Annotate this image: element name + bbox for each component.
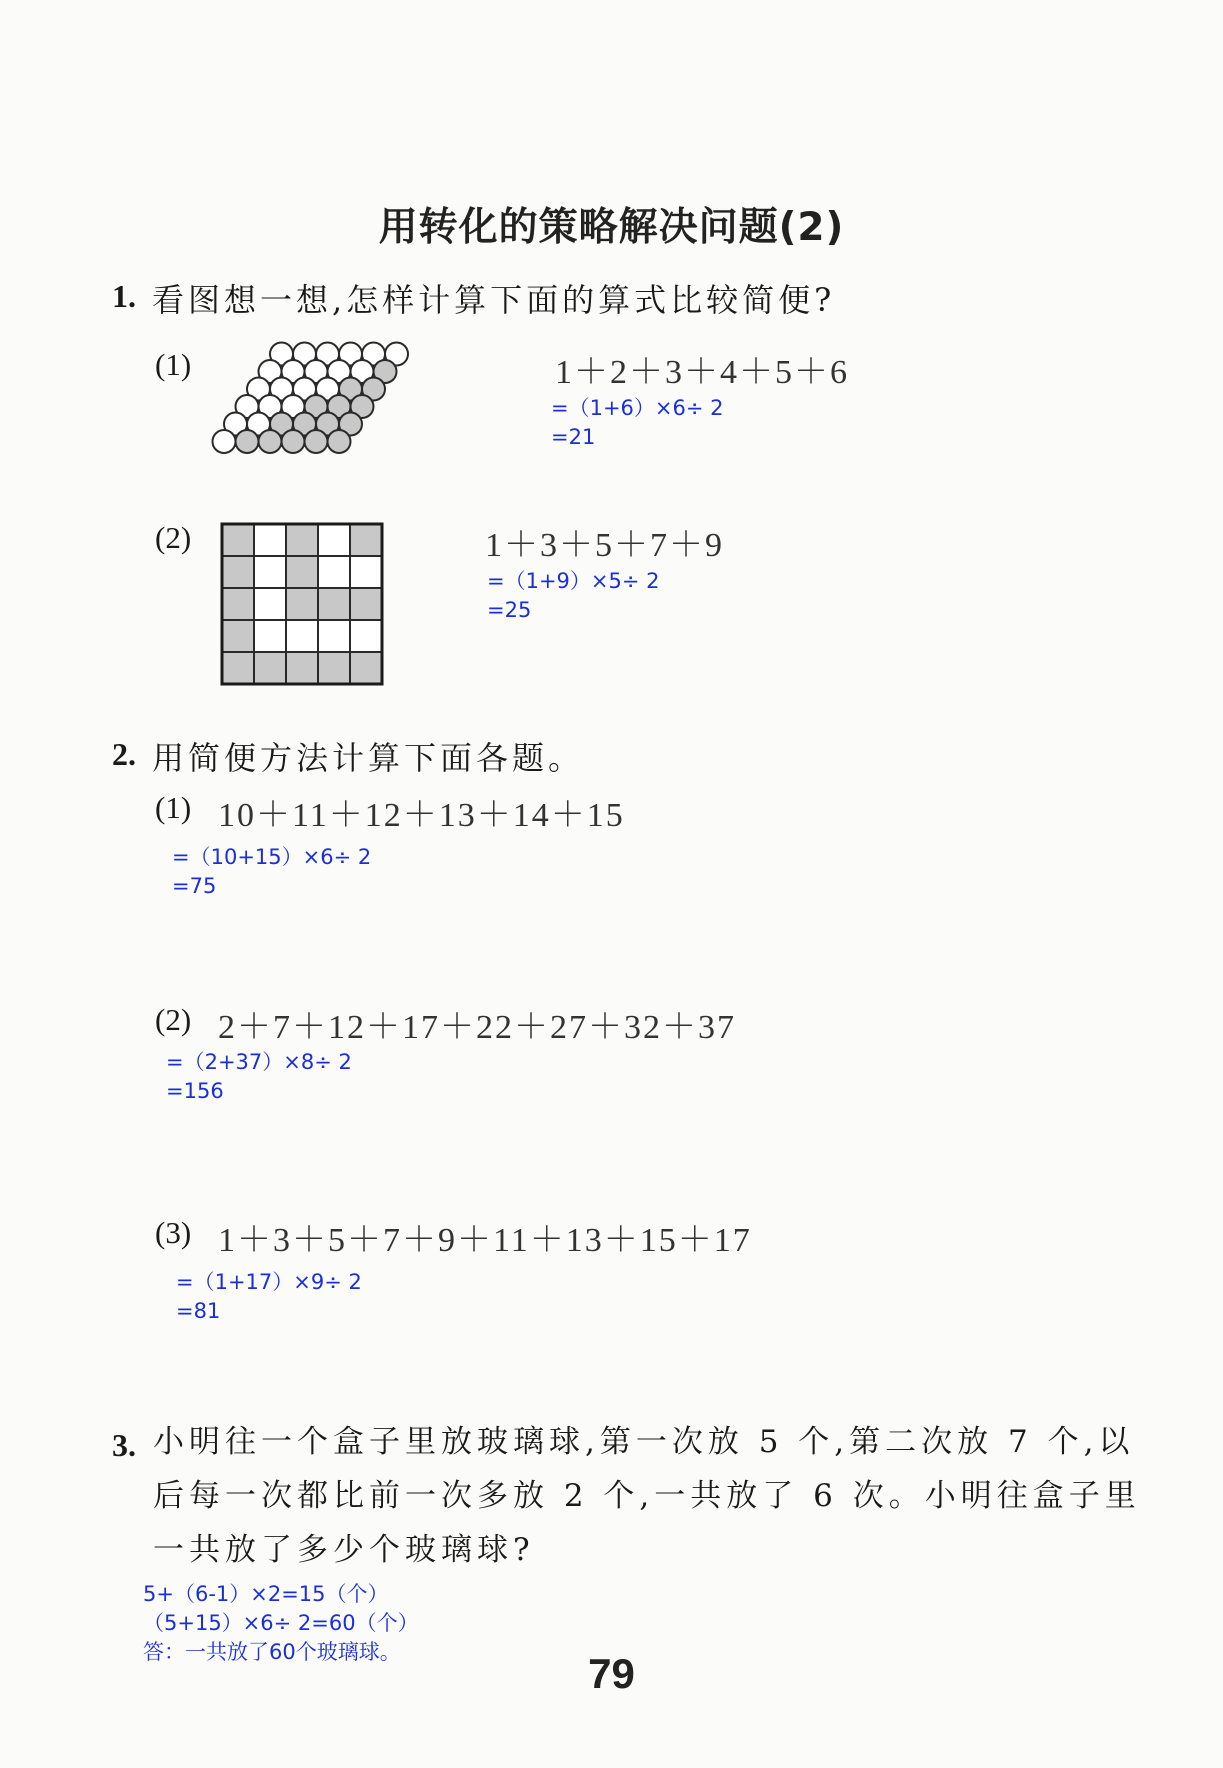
q2-number: 2. — [112, 736, 136, 772]
grid-cell — [350, 620, 382, 652]
q2-item3-expression: 1＋3＋5＋7＋9＋11＋13＋15＋17 — [218, 1222, 752, 1259]
grid-cell — [318, 524, 350, 556]
q2-item1-answer-line2: =75 — [172, 874, 217, 898]
grid-cell — [318, 652, 350, 684]
q3-answer-line2: （5+15）×6÷ 2=60（个） — [143, 1611, 419, 1635]
q3-line3: 一共放了多少个玻璃球? — [153, 1532, 535, 1568]
grid-cell — [350, 556, 382, 588]
figure-circle — [259, 430, 282, 453]
figure-circle — [305, 430, 328, 453]
grid-cell — [318, 588, 350, 620]
q1-part1-answer-line2: =21 — [551, 425, 596, 449]
q2-item3-answer-line2: =81 — [176, 1299, 221, 1323]
q1-part2-answer-line1: =（1+9）×5÷ 2 — [487, 569, 660, 593]
grid-cell — [254, 652, 286, 684]
grid-cell — [318, 620, 350, 652]
page-title: 用转化的策略解决问题(2) — [378, 205, 845, 250]
q2-item2-answer-line1: =（2+37）×8÷ 2 — [166, 1050, 352, 1074]
grid-cell — [222, 620, 254, 652]
grid-cell — [286, 652, 318, 684]
q2-item2-answer-line2: =156 — [166, 1079, 224, 1103]
shaded-square-grid-figure — [218, 520, 388, 690]
q1-part1-expression: 1＋2＋3＋4＋5＋6 — [555, 354, 849, 391]
grid-cell — [350, 588, 382, 620]
grid-cell — [222, 588, 254, 620]
grid-cell — [286, 588, 318, 620]
grid-cell — [350, 524, 382, 556]
q3-answer-line3: 答：一共放了60个玻璃球。 — [143, 1640, 401, 1664]
q2-item3-label: (3) — [155, 1215, 192, 1250]
figure-circle — [328, 430, 351, 453]
q1-part1-answer-line1: =（1+6）×6÷ 2 — [551, 396, 724, 420]
grid-cell — [222, 524, 254, 556]
grid-cell — [318, 556, 350, 588]
q2-item2-label: (2) — [155, 1002, 192, 1037]
q1-part1-label: (1) — [155, 347, 192, 382]
q2-item1-answer-line1: =（10+15）×6÷ 2 — [172, 845, 372, 869]
grid-cell — [222, 652, 254, 684]
q3-line1: 小明往一个盒子里放玻璃球,第一次放 5 个,第二次放 7 个,以 — [153, 1424, 1135, 1460]
q3-number: 3. — [112, 1427, 136, 1463]
grid-cell — [254, 524, 286, 556]
q1-number: 1. — [112, 278, 136, 314]
q1-text: 看图想一想,怎样计算下面的算式比较简便? — [152, 281, 836, 319]
q1-part2-answer-line2: =25 — [487, 598, 532, 622]
grid-cell — [286, 524, 318, 556]
grid-cell — [254, 620, 286, 652]
q2-item3-answer-line1: =（1+17）×9÷ 2 — [176, 1270, 362, 1294]
q3-answer-line1: 5+（6-1）×2=15（个） — [143, 1582, 389, 1606]
grid-cell — [286, 620, 318, 652]
q1-part2-expression: 1＋3＋5＋7＋9 — [485, 527, 724, 564]
q2-item1-label: (1) — [155, 790, 192, 825]
grid-cell — [286, 556, 318, 588]
figure-circle — [282, 430, 305, 453]
grid-cell — [350, 652, 382, 684]
q3-line2: 后每一次都比前一次多放 2 个,一共放了 6 次。小明往盒子里 — [153, 1478, 1141, 1514]
q2-item2-expression: 2＋7＋12＋17＋22＋27＋32＋37 — [218, 1009, 736, 1046]
q1-part2-label: (2) — [155, 520, 192, 555]
grid-cell — [254, 588, 286, 620]
q2-item1-expression: 10＋11＋12＋13＋14＋15 — [218, 797, 625, 834]
page-number: 79 — [588, 1650, 635, 1697]
figure-circle — [213, 430, 236, 453]
figure-circle — [236, 430, 259, 453]
circle-parallelogram-figure — [210, 340, 470, 490]
grid-cell — [254, 556, 286, 588]
q2-text: 用简便方法计算下面各题。 — [152, 739, 585, 777]
grid-cell — [222, 556, 254, 588]
